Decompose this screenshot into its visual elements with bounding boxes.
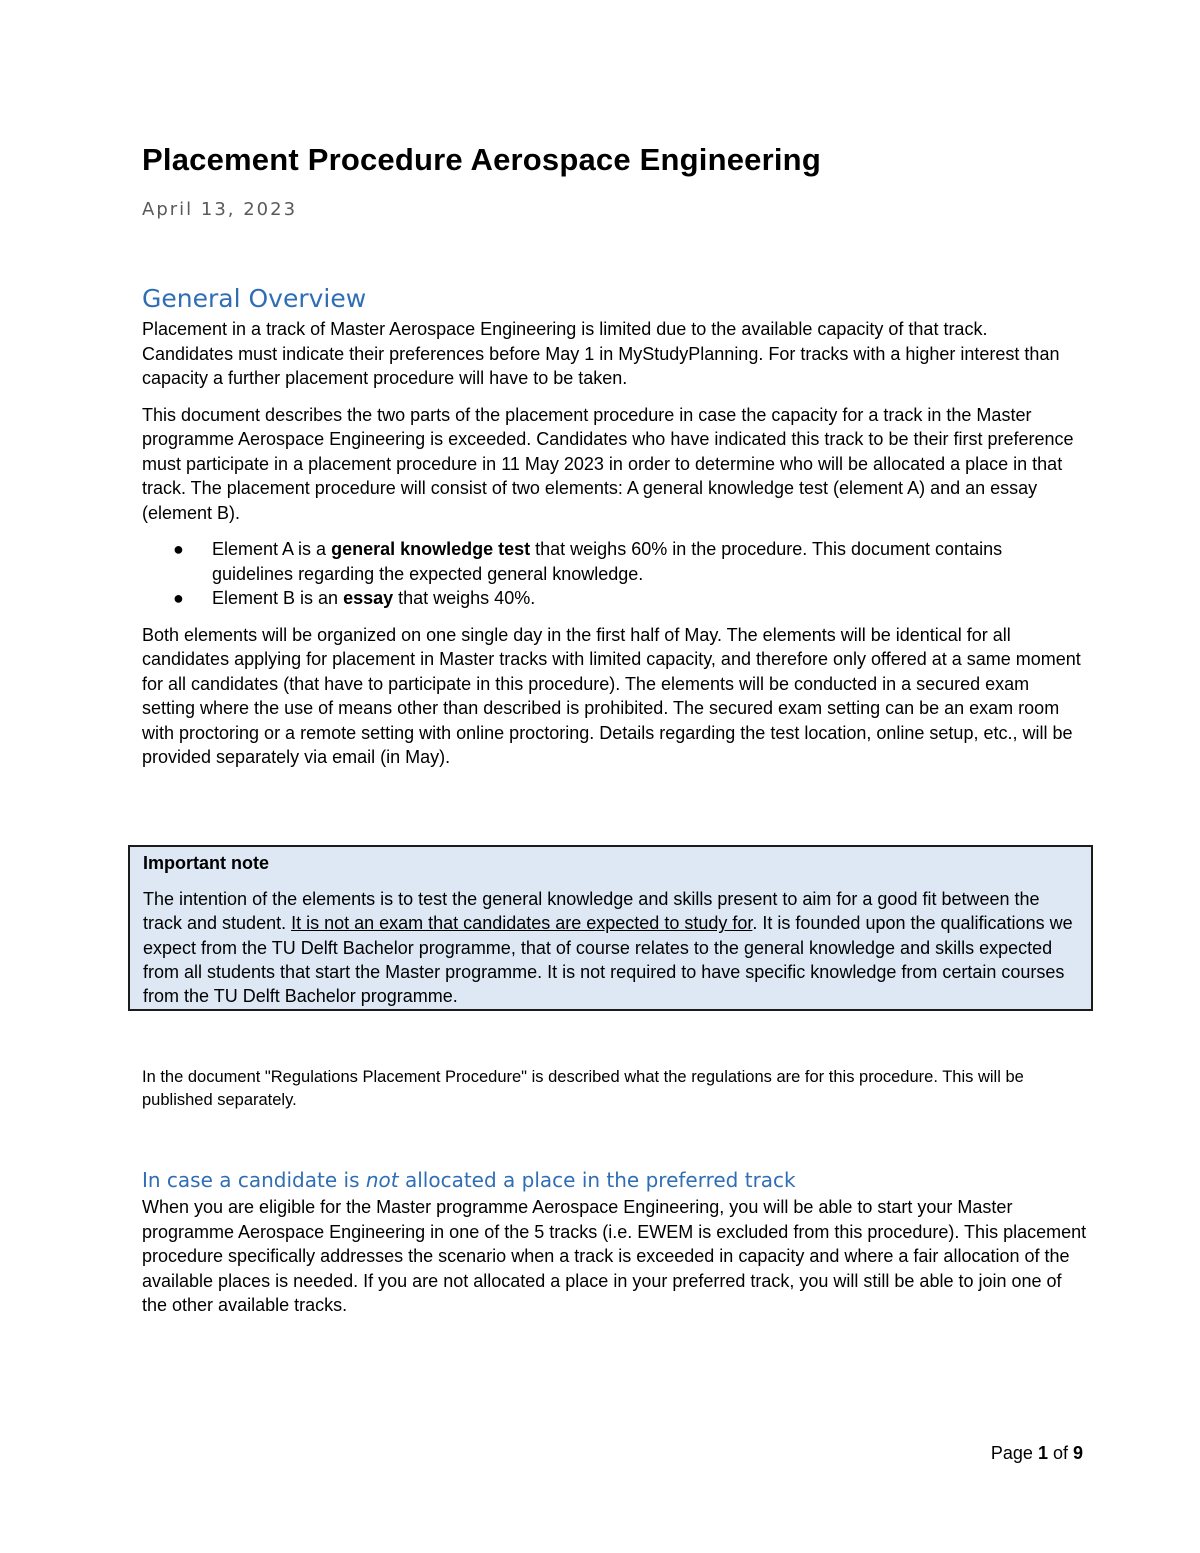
document-title: Placement Procedure Aerospace Engineering	[142, 142, 821, 177]
elements-list	[142, 537, 1082, 611]
list-item	[142, 586, 1082, 611]
footer-total-pages: 9	[1072, 1443, 1083, 1463]
not-allocated-section	[142, 1166, 1087, 1318]
list-item	[142, 537, 1082, 586]
regulations-block	[142, 1066, 1092, 1112]
bullet-icon: ●	[173, 588, 184, 608]
bullet-text: Element B is an	[212, 588, 344, 608]
footer-of-label: of	[1047, 1443, 1073, 1463]
page-footer	[991, 1443, 1083, 1464]
heading-emphasis: not	[365, 1168, 399, 1192]
overview-paragraph-2: This document describes the two parts of the placement procedure in case the capacity for a track in the Master programme Aerospace Engineering is exceeded. Candidates who have indicated this track to be their first preference must participate in a placement procedure in 11 May 2023 in order to determine who will be allocated a place in that track. The placement procedure will consist of two elements: A general knowledge test (element A) and an essay (element B).	[142, 404, 1074, 523]
section-heading-not-allocated	[142, 1166, 1087, 1194]
bullet-bold-text: general knowledge test	[331, 539, 531, 559]
footer-page-number: 1	[1037, 1443, 1048, 1463]
footer-page-label: Page	[990, 1443, 1038, 1463]
bullet-icon: ●	[173, 539, 184, 559]
regulations-paragraph: In the document "Regulations Placement Procedure" is described what the regulations are for this procedure. This will be published separately.	[142, 1068, 1024, 1109]
note-text: . It is founded upon the qualifications we expect from the TU Delft Bachelor programme, that of course relates to the general knowledge and skills expected from all students that start the Master programme. It is not required to have specific knowledge from certain courses from the TU Delft Bachelor programme.	[143, 913, 1073, 1007]
overview-paragraph-3: Both elements will be organized on one single day in the first half of May. The elements will be identical for all candidates applying for placement in Master tracks with limited capacity, and therefore only offered at a same moment for all candidates (that have to participate in this procedure). The elements will be conducted in a secured exam setting where the use of means other than described is prohibited. The secured exam setting can be an exam room with proctoring or a remote setting with online proctoring. Details regarding the test location, online setup, etc., will be provided separately via email (in May).	[142, 624, 1081, 767]
heading-text: allocated a place in the preferred track	[398, 1168, 796, 1192]
bullet-bold-text: essay	[343, 588, 394, 608]
bullet-text: Element A is a	[212, 539, 332, 559]
section-heading-general-overview: General Overview	[142, 284, 367, 313]
heading-text: In case a candidate is	[142, 1168, 366, 1192]
bullet-text: that weighs 40%.	[393, 588, 536, 608]
note-text: The intention of the elements is to test the general knowledge and skills present to aim for a good fit between the track and student.	[143, 889, 1040, 934]
document-date: April 13, 2023	[142, 199, 298, 220]
note-underlined-text: It is not an exam that candidates are expected to study for	[291, 913, 753, 934]
overview-paragraph-1: Placement in a track of Master Aerospace Engineering is limited due to the available capacity of that track. Candidates must indicate their preferences before May 1 in MyStudyPlanning. For tracks with a higher interest than capacity a further placement procedure will have to be taken.	[142, 319, 1060, 388]
note-title: Important note	[143, 853, 269, 873]
note-body	[143, 887, 1079, 1008]
bullet-text: that weighs 60% in the procedure. This document contains guidelines regarding the expected general knowledge.	[212, 539, 1003, 584]
important-note-box	[128, 845, 1093, 1011]
page-content	[142, 140, 1082, 770]
not-allocated-paragraph: When you are eligible for the Master programme Aerospace Engineering, you will be able to start your Master programme Aerospace Engineering in one of the 5 tracks (i.e. EWEM is excluded from this procedure). This placement procedure specifically addresses the scenario when a track is exceeded in capacity and where a fair allocation of the available places is needed. If you are not allocated a place in your preferred track, you will still be able to join one of the other available tracks.	[142, 1197, 1087, 1315]
